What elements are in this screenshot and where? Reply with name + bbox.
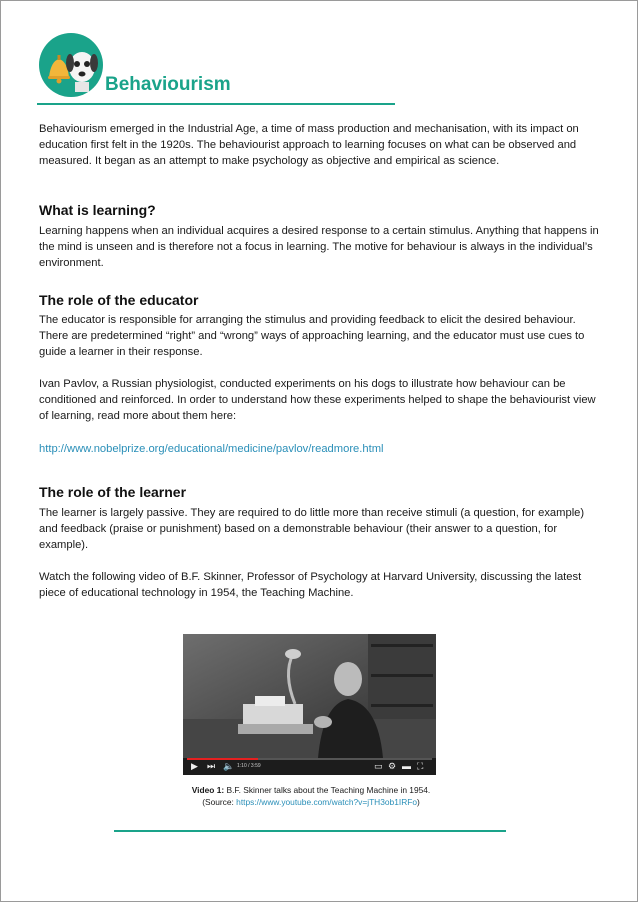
youtube-source-link[interactable]: https://www.youtube.com/watch?v=jTH3ob1IRFo: [236, 797, 418, 807]
educator-heading: The role of the educator: [39, 292, 199, 308]
theater-icon[interactable]: ▬: [402, 761, 411, 771]
caption-text: B.F. Skinner talks about the Teaching Machine in 1954.: [226, 785, 431, 795]
learner-paragraph-2: Watch the following video of B.F. Skinner, Professor of Psychology at Harvard University, discussing the latest piece of educational technology in 1954, the Teaching Machine.: [39, 571, 582, 599]
volume-icon[interactable]: 🔈: [223, 761, 235, 771]
intro-section: [39, 121, 599, 169]
page-title: Behaviourism: [105, 74, 231, 95]
caption-source-suffix: ): [417, 797, 420, 807]
educator-paragraph-1: The educator is responsible for arranging the stimulus and providing feedback to elicit the desired behaviour. There are predetermined “right” and “wrong” ways of approaching learning, and the educator must use cues to guide a learner in their response.: [39, 314, 585, 358]
learner-section: [39, 484, 599, 601]
video-progress-fill: [187, 758, 258, 760]
video-time: 1:10 / 3:59: [237, 763, 261, 769]
title-divider: [37, 103, 395, 105]
learner-heading: The role of the learner: [39, 484, 187, 500]
pavlov-link[interactable]: http://www.nobelprize.org/educational/medicine/pavlov/readmore.html: [39, 443, 384, 455]
learning-heading: What is learning?: [39, 202, 156, 218]
video-player[interactable]: [183, 634, 436, 775]
caption-source-prefix: (Source:: [202, 797, 237, 807]
educator-paragraph-2: Ivan Pavlov, a Russian physiologist, conducted experiments on his dogs to illustrate how behaviour can be conditioned and reinforced. In order to understand how these experiments helped to shape the behaviourist view of learning, read more about them here:: [39, 378, 596, 422]
video-progress-bar[interactable]: [187, 758, 432, 760]
learning-section: [39, 202, 599, 271]
video-caption: [161, 784, 461, 808]
bottom-divider: [114, 830, 506, 832]
intro-paragraph: Behaviourism emerged in the Industrial Age, a time of mass production and mechanisation, with its impact on education first felt in the 1920s. The behaviourist approach to learning focuses on what can be observed and measured. It began as an attempt to make psychology as objective and empirical as science.: [39, 123, 579, 167]
caption-label: Video 1:: [191, 785, 225, 795]
educator-section: [39, 292, 599, 457]
dog-and-bell-logo: [39, 33, 103, 97]
video-controls-bar: [183, 758, 436, 775]
learner-paragraph-1: The learner is largely passive. They are required to do little more than receive stimuli (a question, for example) and feedback (praise or punishment) based on a demonstrable behaviour (their answer to a question, for example).: [39, 507, 585, 551]
fullscreen-icon[interactable]: ⛶: [417, 761, 424, 771]
captions-icon[interactable]: ▭: [374, 761, 383, 771]
gear-icon[interactable]: ⚙: [388, 761, 397, 771]
next-icon[interactable]: ⏭: [207, 761, 216, 771]
play-icon[interactable]: ▶: [191, 761, 198, 771]
learning-paragraph: Learning happens when an individual acquires a desired response to a certain stimulus. Anything that happens in the mind is unseen and is therefore not a focus in learning. The motive for behaviour is always in the individual’s environment.: [39, 225, 599, 269]
video-frame: [183, 634, 436, 758]
